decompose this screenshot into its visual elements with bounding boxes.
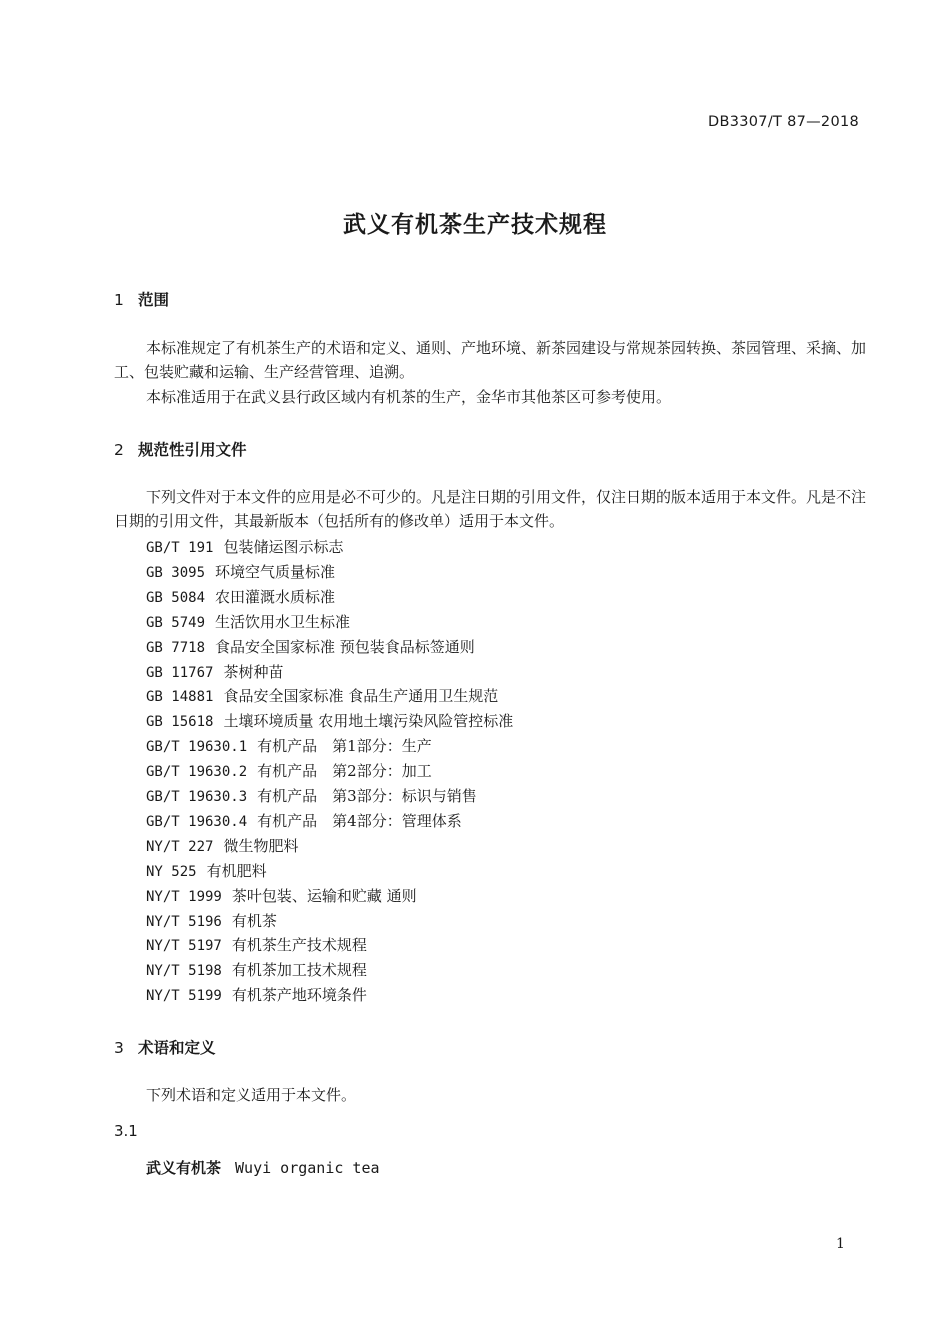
reference-code: GB/T 19630.4: [146, 813, 248, 830]
reference-item: [146, 984, 367, 1005]
reference-item: [146, 611, 350, 632]
reference-title: 食品安全国家标准 食品生产通用卫生规范: [223, 687, 499, 706]
reference-item: [146, 661, 283, 682]
reference-code: NY/T 5196: [146, 913, 222, 930]
reference-title: 有机茶生产技术规程: [231, 936, 367, 955]
reference-title: 有机茶加工技术规程: [231, 961, 367, 980]
scope-paragraph-2: [114, 385, 866, 409]
term-entry: [146, 1157, 380, 1178]
reference-title: 土壤环境质量 农用地土壤污染风险管控标准: [223, 712, 514, 731]
reference-item: [146, 561, 335, 582]
reference-title: 有机产品 第2部分：加工: [257, 762, 432, 781]
reference-title: 食品安全国家标准 预包装食品标签通则: [215, 637, 475, 656]
paragraph-text: 本标准适用于在武义县行政区域内有机茶的生产，金华市其他茶区可参考使用。: [146, 388, 672, 406]
reference-code: GB 15618: [146, 714, 214, 731]
reference-title: 有机产品 第1部分：生产: [257, 737, 432, 756]
reference-title: 生活饮用水卫生标准: [215, 612, 351, 631]
section-title: 规范性引用文件: [138, 441, 247, 459]
reference-title: 包装储运图示标志: [223, 538, 344, 556]
reference-code: GB/T 19630.1: [146, 739, 248, 756]
section-title: 术语和定义: [138, 1039, 216, 1057]
reference-item: [146, 760, 432, 781]
document-title: 武义有机茶生产技术规程: [343, 212, 607, 238]
reference-code: NY/T 5198: [146, 963, 222, 980]
reference-code: GB/T 19630.2: [146, 764, 248, 781]
reference-code: NY/T 5197: [146, 938, 222, 955]
reference-title: 茶叶包装、运输和贮藏 通则: [231, 886, 417, 905]
reference-code: GB 11767: [146, 664, 214, 681]
section-title: 范围: [138, 291, 170, 309]
page-number: 1: [836, 1236, 845, 1252]
reference-code: GB 7718: [146, 639, 206, 656]
reference-title: 微生物肥料: [223, 836, 299, 855]
reference-item: [146, 636, 475, 657]
references-paragraph: [114, 485, 866, 533]
section-number: 1: [114, 291, 124, 309]
paragraph-text: 下列术语和定义适用于本文件。: [146, 1086, 357, 1104]
term-english: Wuyi organic tea: [235, 1159, 380, 1177]
reference-code: GB 5084: [146, 589, 206, 606]
document-code: DB3307/T 87—2018: [708, 114, 860, 130]
scope-paragraph-1: [114, 336, 866, 384]
reference-item: [146, 934, 367, 955]
reference-code: GB 3095: [146, 564, 206, 581]
reference-item: [146, 959, 367, 980]
reference-item: [146, 536, 343, 557]
section-2-heading: [114, 438, 247, 460]
reference-title: 有机产品 第3部分：标识与销售: [257, 787, 477, 805]
reference-title: 有机茶产地环境条件: [231, 986, 367, 1005]
reference-item: [146, 860, 267, 881]
reference-title: 有机茶: [231, 911, 277, 930]
term-number: 3.1: [114, 1122, 138, 1140]
reference-code: NY/T 5199: [146, 988, 222, 1005]
term-chinese: 武义有机茶: [146, 1159, 222, 1177]
reference-item: [146, 586, 335, 607]
reference-code: NY/T 1999: [146, 888, 222, 905]
reference-item: [146, 810, 462, 831]
reference-code: NY 525: [146, 863, 197, 880]
reference-code: GB 5749: [146, 614, 206, 631]
paragraph-text: 本标准规定了有机茶生产的术语和定义、通则、产地环境、新茶园建设与常规茶园转换、茶园管理、采摘、加工、包装贮藏和运输、生产经营管理、追溯。: [114, 339, 867, 381]
reference-title: 茶树种苗: [223, 662, 284, 681]
reference-item: [146, 710, 513, 731]
reference-title: 农田灌溉水质标准: [215, 587, 336, 606]
reference-item: [146, 785, 477, 806]
reference-item: [146, 685, 498, 706]
section-3-heading: [114, 1036, 216, 1058]
reference-code: GB/T 191: [146, 540, 214, 556]
reference-item: [146, 835, 298, 856]
reference-title: 环境空气质量标准: [215, 562, 336, 581]
terms-paragraph: [114, 1083, 866, 1107]
section-number: 2: [114, 441, 124, 459]
section-number: 3: [114, 1039, 124, 1057]
reference-item: [146, 735, 432, 756]
reference-code: GB/T 19630.3: [146, 789, 248, 805]
reference-item: [146, 910, 277, 931]
section-1-heading: [114, 288, 169, 310]
reference-title: 有机产品 第4部分：管理体系: [257, 811, 462, 830]
paragraph-text: 下列文件对于本文件的应用是必不可少的。凡是注日期的引用文件，仅注日期的版本适用于本文件。凡是不注日期的引用文件，其最新版本（包括所有的修改单）适用于本文件。: [114, 488, 867, 530]
reference-title: 有机肥料: [206, 861, 267, 880]
reference-code: NY/T 227: [146, 838, 214, 855]
reference-code: GB 14881: [146, 689, 214, 706]
reference-item: [146, 885, 417, 906]
